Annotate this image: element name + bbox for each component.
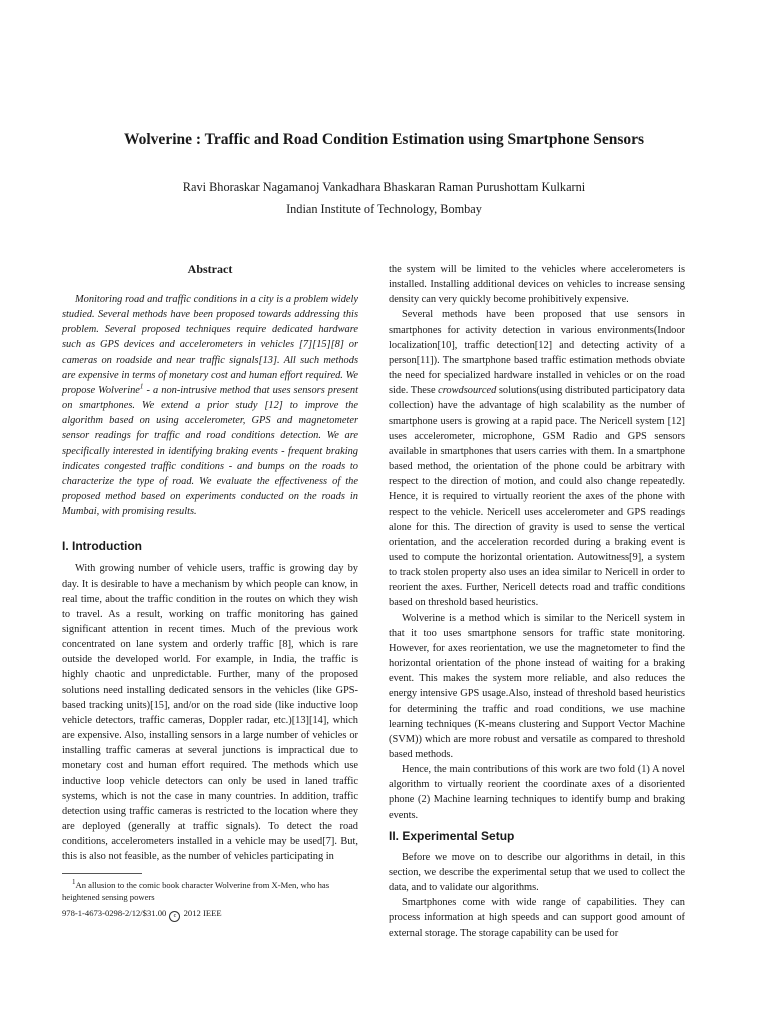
abstract-text: [62, 292, 358, 519]
intro-paragraph-1-continued: the system will be limited to the vehicles where accelerometers is installed. Installing additional devices on vehicles to increase sensing density can very quickly become prohibitively expensive.: [389, 264, 685, 306]
footnote-marker: 1: [139, 382, 144, 391]
abstract-text-part-b: - a non-intrusive method that uses sensors present on smartphones. We extend a prior study [12] to improve the algorithm based on using accelerometer, GPS and magnetometer sensor readings for traffic and road conditions detection. We are specifically interested in identifying braking events - frequent braking indicates congested traffic conditions - and bumps on the roads to characterize the type of road. We evaluate the effectiveness of the proposed method based on experiments conducted on the roads in Mumbai, with promising results.: [62, 384, 359, 518]
affiliation: Indian Institute of Technology, Bombay: [286, 202, 482, 216]
intro-paragraph-4: Hence, the main contributions of this work are two fold (1) A novel algorithm to virtually reorient the coordinate axes of a disoriented phone (2) Machine learning techniques to identify bump and braking events.: [389, 764, 685, 821]
copyright-symbol: c: [169, 911, 180, 922]
right-column: [389, 262, 685, 941]
footnote-text: An allusion to the comic book character Wolverine from X-Men, who has heightened sensing powers: [62, 880, 330, 902]
setup-paragraph-2: Smartphones come with wide range of capabilities. They can process information at high speeds and can support good amount of external storage. The storage capability can be used for: [389, 897, 685, 939]
footnote: [62, 879, 358, 903]
abstract-heading: Abstract: [187, 262, 233, 276]
left-column: [62, 262, 358, 864]
footnote-rule: [62, 873, 142, 874]
intro-paragraph-1: With growing number of vehicle users, traffic is growing day by day. It is desirable to have a mechanism by which people can know, in real time, about the traffic condition in the routes on which they wish to travel. As a result, working on traffic monitoring has gained significant attention in recent times. Much of the previous work concentrated on lane system and orderly traffic [8], which is rare outside the developed world. For example, in India, the traffic is highly chaotic and unpredictable. Further, many of the proposed solutions need installing dedicated sensors in the vehicles (like GPS-based tracking units)[15], and/or on the road side (like inductive loop vehicle detectors, traffic cameras, Doppler radar, etc.)[13][14], which are expensive. Also, installing sensors in a large number of vehicles or installing traffic cameras at several junctions is impractical due to monetary cost and human effort required. The methods which use inductive loop vehicle detectors can only be used in laned traffic systems, which is not the case in many countries. In addition, traffic detection using traffic cameras is restricted to the location where they are deployed (generally at traffic signals). To detect the road conditions, accelerometers installed in a vehicle may be used[7]. But, this is also not feasible, as the number of vehicles participating in: [62, 563, 358, 863]
setup-paragraph-1: Before we move on to describe our algorithms in detail, in this section, we describe the experimental setup that we used to collect the data, and to validate our algorithms.: [389, 851, 685, 894]
section-heading-introduction: I. Introduction: [62, 539, 142, 554]
intro-paragraph-2-part-a: Several methods have been proposed that use sensors in smartphones for activity detection in various environments(Indoor localization[10], traffic detection[12] and detecting activity of a person[11]). The smartphone based traffic estimation methods obviate the need for specialized hardware installed in vehicles or on the road side. These: [389, 309, 685, 397]
footnote-number: 1: [72, 878, 76, 887]
crowdsourced-emphasis: crowdsourced: [438, 385, 497, 397]
isbn-price: 978-1-4673-0298-2/12/$31.00: [62, 908, 167, 918]
author-list: Ravi Bhoraskar Nagamanoj Vankadhara Bhaskaran Raman Purushottam Kulkarni: [182, 180, 586, 194]
section-heading-experimental-setup: II. Experimental Setup: [389, 828, 515, 843]
intro-paragraph-3: Wolverine is a method which is similar to the Nericell system in that it too uses smartphone sensors for traffic state monitoring. However, for axes reorientation, we use the magnetometer to find the horizontal orientation of the phone instead of waiting for a braking event. This makes the system more reliable, and also reduces the energy intensive GPS usage.Also, instead of threshold based heuristics for determining the traffic and road conditions, we use machine learning techniques (K-means clustering and Support Vector Machine (SVM)) which are more robust and versatile as compared to threshold based methods.: [389, 612, 685, 760]
abstract-text-part-a: Monitoring road and traffic conditions in a city is a problem widely studied. Several methods have been proposed towards addressing this problem. Several proposed techniques require dedicated hardware such as GPS devices and accelerometers in vehicles [7][15][8] or cameras on roadside and near traffic signals[13]. All such methods are expensive in terms of monetary cost and human effort required. We propose Wolverine: [62, 294, 358, 396]
copyright-line: [62, 907, 358, 922]
intro-paragraph-2: [389, 307, 685, 610]
copyright-year: 2012 IEEE: [183, 908, 222, 918]
paper-title: Wolverine : Traffic and Road Condition Estimation using Smartphone Sensors: [123, 131, 645, 148]
intro-paragraph-2-part-b: solutions(using distributed participatory data collection) have the advantage of high scalability as the number of smartphone users is growing at a rapid pace. The Nericell system [12] uses accelerometer, microphone, GSM Radio and GPS sensors available in smartphones that users carries with them. In a smartphone based method, the orientation of the phone could be arbitrary with respect to the direction of motion, and could also change repeatedly. Hence, it is required to virtually reorient the axes of the phone with respect to the vehicle. Nericell uses accelerometer and GPS readings alone for this. The direction of gravity is used to sense the vertical orientation, and the acceleration recorded during a braking event is used to compute the horizontal orientation. Autowitness[9], a system to track stolen property also uses an idea similar to Nericell in order to reorient the axes. Further, Nericell detects road and traffic conditions based on threshold based heuristics.: [389, 385, 685, 609]
